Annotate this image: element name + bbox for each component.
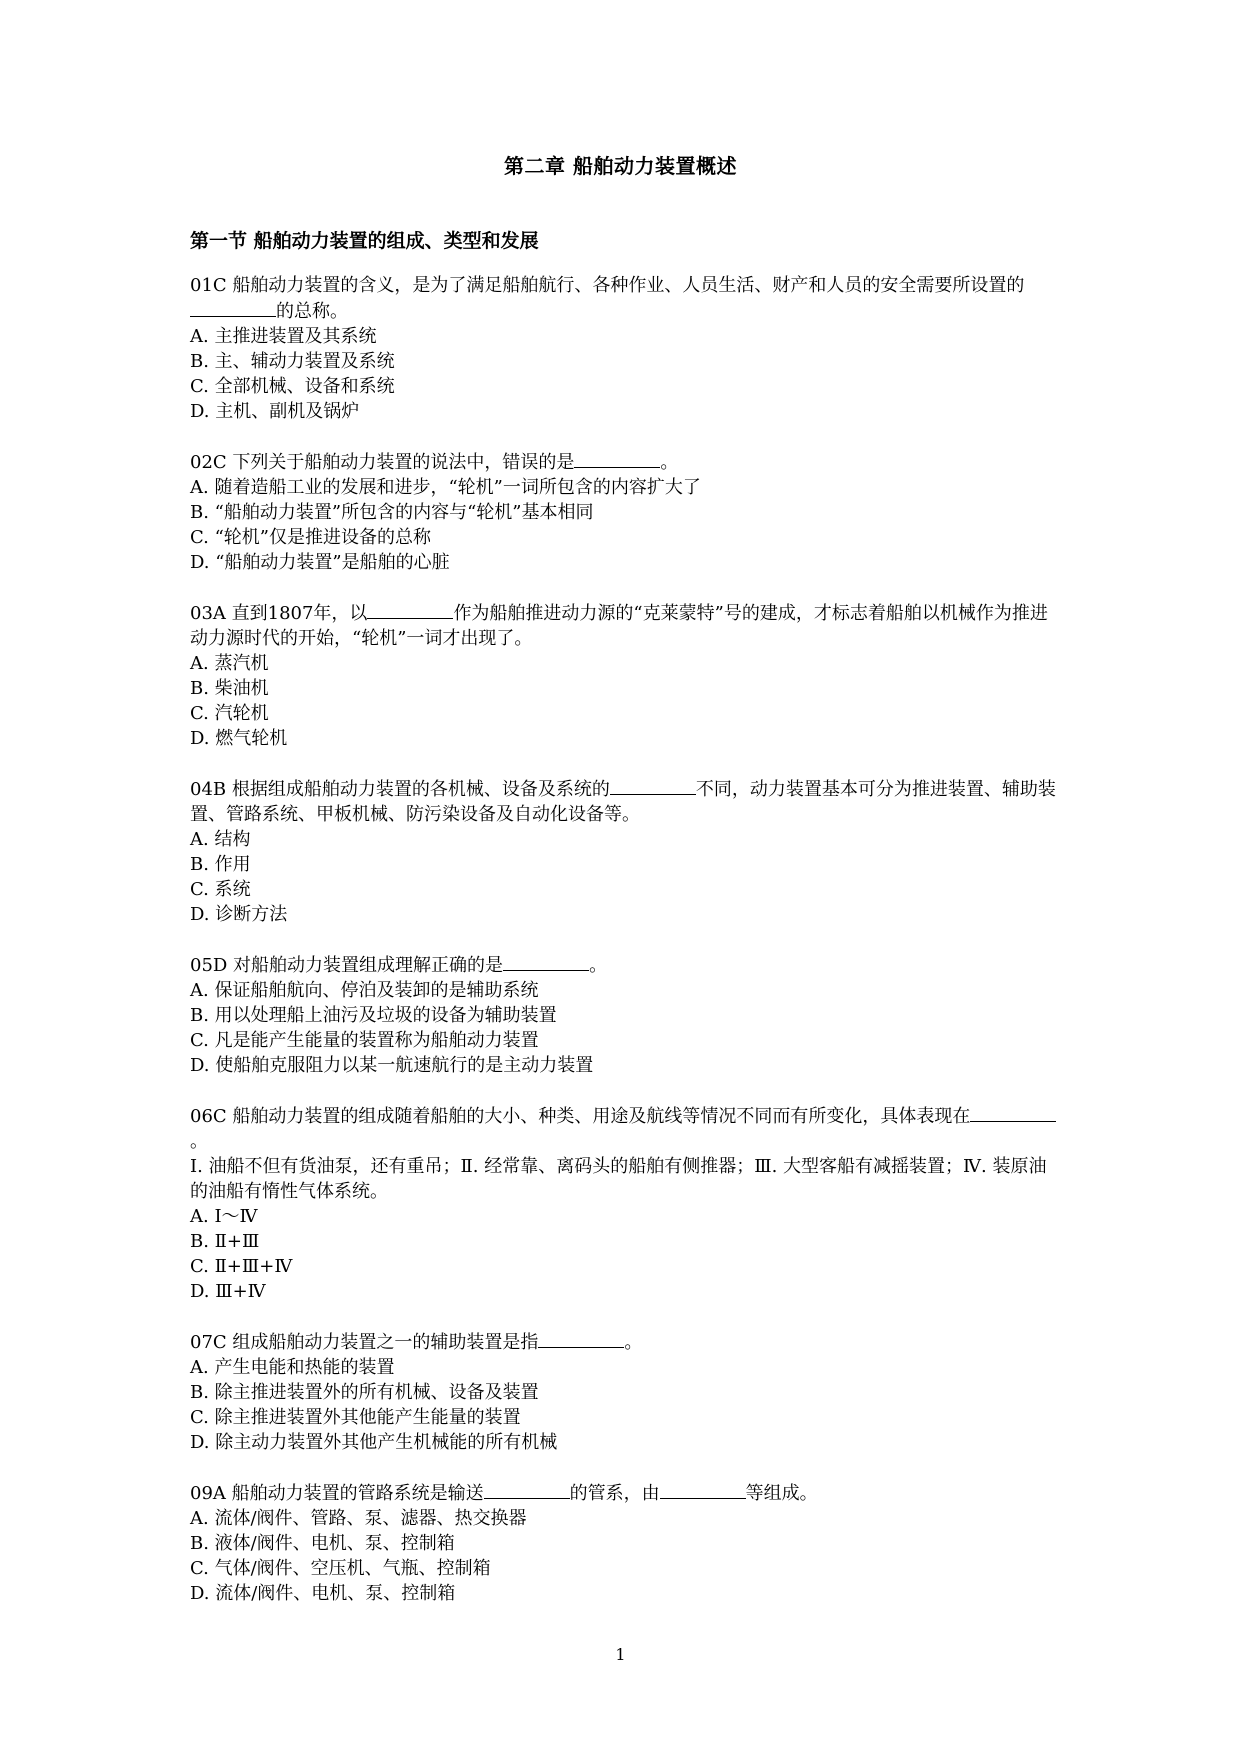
question-text: 02C 下列关于船舶动力装置的说法中，错误的是 bbox=[190, 452, 575, 473]
answer-option: B. 除主推进装置外的所有机械、设备及装置 bbox=[190, 1382, 539, 1403]
question-item bbox=[190, 273, 1060, 424]
question-item bbox=[190, 1103, 1060, 1304]
question-item bbox=[190, 449, 1060, 575]
question-text: 的管系，由 bbox=[569, 1483, 660, 1504]
answer-option: D. 燃气轮机 bbox=[190, 728, 288, 749]
answer-option: B. “船舶动力装置”所包含的内容与“轮机”基本相同 bbox=[190, 502, 594, 523]
question-item bbox=[190, 1480, 1060, 1606]
answer-option: B. 用以处理船上油污及垃圾的设备为辅助装置 bbox=[190, 1005, 557, 1026]
question-stem bbox=[190, 600, 1060, 651]
question-text: 03A 直到1807年，以 bbox=[190, 603, 368, 624]
question-text: 04B 根据组成船舶动力装置的各机械、设备及系统的 bbox=[190, 779, 610, 800]
question-text: 07C 组成船舶动力装置之一的辅助装置是指 bbox=[190, 1332, 539, 1353]
question-stem bbox=[190, 1103, 1060, 1154]
question-stem bbox=[190, 273, 1060, 324]
answer-option: C. Ⅱ+Ⅲ+Ⅳ bbox=[190, 1256, 293, 1277]
answer-option: C. 汽轮机 bbox=[190, 703, 269, 724]
question-list bbox=[190, 273, 1060, 1631]
question-item bbox=[190, 600, 1060, 751]
answer-option: B. 主、辅动力装置及系统 bbox=[190, 351, 395, 372]
answer-option: C. 全部机械、设备和系统 bbox=[190, 376, 395, 397]
question-text: 等组成。 bbox=[745, 1483, 818, 1504]
answer-option: D. 诊断方法 bbox=[190, 904, 288, 925]
chapter-title: 第二章 船舶动力装置概述 bbox=[504, 154, 737, 178]
question-conditions: Ⅰ. 油船不但有货油泵，还有重吊；Ⅱ. 经常靠、离码头的船舶有侧推器；Ⅲ. 大型客船有减摇装置；Ⅳ. 装原油的油船有惰性气体系统。 bbox=[190, 1156, 1047, 1202]
question-text: 。 bbox=[589, 955, 608, 976]
answer-option: B. 柴油机 bbox=[190, 678, 269, 699]
answer-option: B. 液体/阀件、电机、泵、控制箱 bbox=[190, 1533, 455, 1554]
question-stem bbox=[190, 449, 1060, 475]
answer-option: D. 主机、副机及锅炉 bbox=[190, 401, 360, 422]
answer-option: C. 除主推进装置外其他能产生能量的装置 bbox=[190, 1407, 521, 1428]
answer-option: C. 系统 bbox=[190, 879, 251, 900]
answer-option: A. 随着造船工业的发展和进步，“轮机”一词所包含的内容扩大了 bbox=[190, 477, 701, 498]
answer-blank bbox=[538, 1329, 624, 1348]
question-text: 。 bbox=[190, 1131, 208, 1152]
question-text: 09A 船舶动力装置的管路系统是输送 bbox=[190, 1483, 484, 1504]
answer-option: A. Ⅰ～Ⅳ bbox=[190, 1206, 258, 1227]
page-number: 1 bbox=[615, 1645, 626, 1664]
answer-option: A. 主推进装置及其系统 bbox=[190, 326, 377, 347]
answer-option: D. “船舶动力装置”是船舶的心脏 bbox=[190, 552, 450, 573]
question-text: 06C 船舶动力装置的组成随着船舶的大小、种类、用途及航线等情况不同而有所变化，具体表现在 bbox=[190, 1106, 971, 1127]
question-stem bbox=[190, 1329, 1060, 1355]
answer-option: D. Ⅲ+Ⅳ bbox=[190, 1281, 266, 1302]
question-item bbox=[190, 776, 1060, 927]
question-stem bbox=[190, 776, 1060, 827]
answer-option: A. 蒸汽机 bbox=[190, 653, 269, 674]
answer-blank bbox=[970, 1103, 1056, 1122]
question-text: 05D 对船舶动力装置组成理解正确的是 bbox=[190, 955, 504, 976]
answer-blank bbox=[190, 298, 276, 317]
question-text: 的总称。 bbox=[276, 301, 348, 322]
answer-option: A. 流体/阀件、管路、泵、滤器、热交换器 bbox=[190, 1508, 527, 1529]
question-text: 作为船舶推进动力源的“克莱蒙特”号的建成，才标志着船舶以机械作为推进动力源时代的开始，“轮机”一词才出现了。 bbox=[190, 603, 1048, 649]
question-text: 不同，动力装置基本可分为推进装置、辅助装置、管路系统、甲板机械、防污染设备及自动化设备等。 bbox=[190, 779, 1056, 825]
answer-option: C. 气体/阀件、空压机、气瓶、控制箱 bbox=[190, 1558, 491, 1579]
answer-option: B. 作用 bbox=[190, 854, 251, 875]
question-text: 01C 船舶动力装置的含义，是为了满足船舶航行、各种作业、人员生活、财产和人员的安全需要所设置的 bbox=[190, 275, 1025, 296]
question-text: 。 bbox=[660, 452, 679, 473]
answer-blank bbox=[610, 776, 696, 795]
question-item bbox=[190, 1329, 1060, 1455]
answer-option: C. “轮机”仅是推进设备的总称 bbox=[190, 527, 431, 548]
question-text: 。 bbox=[624, 1332, 643, 1353]
question-stem bbox=[190, 1480, 1060, 1506]
answer-blank bbox=[367, 600, 453, 619]
answer-option: A. 结构 bbox=[190, 829, 251, 850]
answer-option: D. 流体/阀件、电机、泵、控制箱 bbox=[190, 1583, 456, 1604]
answer-option: A. 产生电能和热能的装置 bbox=[190, 1357, 395, 1378]
answer-option: D. 除主动力装置外其他产生机械能的所有机械 bbox=[190, 1432, 558, 1453]
section-title: 第一节 船舶动力装置的组成、类型和发展 bbox=[190, 230, 539, 252]
answer-blank bbox=[503, 952, 589, 971]
answer-option: B. Ⅱ+Ⅲ bbox=[190, 1231, 260, 1252]
question-stem bbox=[190, 952, 1060, 978]
question-item bbox=[190, 952, 1060, 1078]
answer-option: D. 使船舶克服阻力以某一航速航行的是主动力装置 bbox=[190, 1055, 594, 1076]
answer-blank bbox=[574, 449, 660, 468]
answer-option: C. 凡是能产生能量的装置称为船舶动力装置 bbox=[190, 1030, 539, 1051]
answer-option: A. 保证船舶航向、停泊及装卸的是辅助系统 bbox=[190, 980, 539, 1001]
answer-blank bbox=[484, 1480, 570, 1499]
answer-blank bbox=[660, 1480, 746, 1499]
